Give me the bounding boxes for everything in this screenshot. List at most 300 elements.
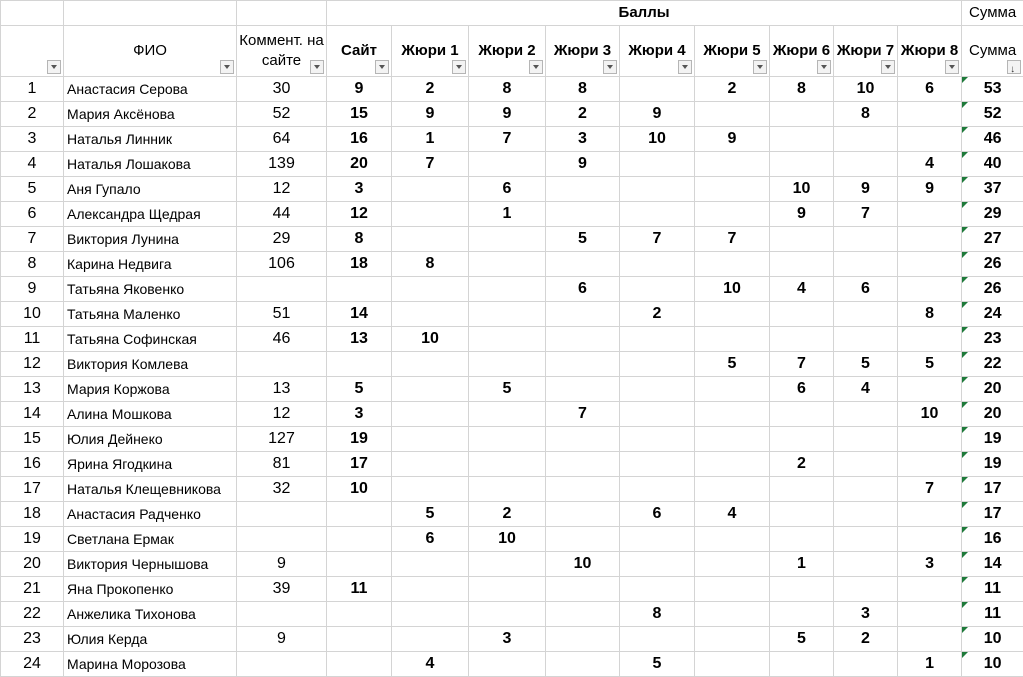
cell-comments[interactable]: 52: [237, 102, 327, 127]
cell-jury-4[interactable]: [620, 202, 695, 227]
cell-jury-1[interactable]: 9: [392, 102, 469, 127]
cell-jury-5[interactable]: [695, 102, 770, 127]
cell-sum[interactable]: 27: [962, 227, 1023, 252]
cell-jury-4[interactable]: 7: [620, 227, 695, 252]
cell-jury-4[interactable]: [620, 352, 695, 377]
cell-jury-3[interactable]: [546, 202, 620, 227]
cell-jury-6[interactable]: 4: [770, 277, 834, 302]
cell-jury-3[interactable]: [546, 302, 620, 327]
cell-jury-3[interactable]: 6: [546, 277, 620, 302]
cell-jury-6[interactable]: 1: [770, 552, 834, 577]
cell-jury-1[interactable]: 2: [392, 77, 469, 102]
cell-jury-1[interactable]: 5: [392, 502, 469, 527]
cell-jury-8[interactable]: 7: [898, 477, 962, 502]
cell-fio[interactable]: Мария Коржова: [64, 377, 237, 402]
cell-jury-4[interactable]: [620, 402, 695, 427]
cell-jury-2[interactable]: [469, 402, 546, 427]
cell-jury-6[interactable]: [770, 227, 834, 252]
filter-dropdown-icon[interactable]: [310, 60, 324, 74]
cell-jury-5[interactable]: [695, 477, 770, 502]
cell-fio[interactable]: Наталья Линник: [64, 127, 237, 152]
cell-index[interactable]: 21: [1, 577, 64, 602]
cell-site[interactable]: 8: [327, 227, 392, 252]
cell-jury-8[interactable]: [898, 577, 962, 602]
cell-jury-3[interactable]: [546, 602, 620, 627]
cell-jury-1[interactable]: [392, 177, 469, 202]
cell-site[interactable]: 3: [327, 402, 392, 427]
cell-sum[interactable]: 16: [962, 527, 1023, 552]
cell-sum[interactable]: 29: [962, 202, 1023, 227]
cell-sum[interactable]: 46: [962, 127, 1023, 152]
cell-sum[interactable]: 11: [962, 577, 1023, 602]
cell-jury-1[interactable]: [392, 302, 469, 327]
cell-jury-6[interactable]: 7: [770, 352, 834, 377]
cell-fio[interactable]: Александра Щедрая: [64, 202, 237, 227]
cell-index[interactable]: 22: [1, 602, 64, 627]
cell-comments[interactable]: 139: [237, 152, 327, 177]
cell-jury-7[interactable]: [834, 327, 898, 352]
cell-jury-4[interactable]: [620, 77, 695, 102]
column-header-jury-5[interactable]: Жюри 5: [695, 26, 770, 77]
cell-index[interactable]: 24: [1, 652, 64, 677]
cell-jury-7[interactable]: 7: [834, 202, 898, 227]
filter-dropdown-icon[interactable]: [945, 60, 959, 74]
cell-index[interactable]: 16: [1, 452, 64, 477]
cell-jury-7[interactable]: [834, 452, 898, 477]
cell-jury-6[interactable]: [770, 527, 834, 552]
cell-jury-7[interactable]: [834, 477, 898, 502]
cell-comments[interactable]: 12: [237, 177, 327, 202]
cell-jury-3[interactable]: [546, 577, 620, 602]
filter-dropdown-icon[interactable]: [47, 60, 61, 74]
cell-jury-3[interactable]: 9: [546, 152, 620, 177]
cell-comments[interactable]: 46: [237, 327, 327, 352]
cell-jury-2[interactable]: [469, 302, 546, 327]
cell-comments[interactable]: 127: [237, 427, 327, 452]
cell-jury-2[interactable]: [469, 252, 546, 277]
filter-dropdown-icon[interactable]: [220, 60, 234, 74]
cell-site[interactable]: [327, 627, 392, 652]
cell-site[interactable]: 9: [327, 77, 392, 102]
column-header-jury-8[interactable]: Жюри 8: [898, 26, 962, 77]
cell-jury-1[interactable]: [392, 227, 469, 252]
cell-comments[interactable]: [237, 527, 327, 552]
cell-jury-8[interactable]: 1: [898, 652, 962, 677]
cell-site[interactable]: 12: [327, 202, 392, 227]
cell-site[interactable]: [327, 277, 392, 302]
cell-jury-1[interactable]: 6: [392, 527, 469, 552]
cell-sum[interactable]: 20: [962, 377, 1023, 402]
cell-jury-4[interactable]: [620, 627, 695, 652]
cell-sum[interactable]: 10: [962, 627, 1023, 652]
cell-jury-1[interactable]: 4: [392, 652, 469, 677]
cell-site[interactable]: 10: [327, 477, 392, 502]
cell-index[interactable]: 5: [1, 177, 64, 202]
sort-descending-icon[interactable]: [1007, 60, 1021, 74]
cell-fio[interactable]: Татьяна Яковенко: [64, 277, 237, 302]
cell-fio[interactable]: Юлия Дейнеко: [64, 427, 237, 452]
cell-index[interactable]: 15: [1, 427, 64, 452]
cell-jury-3[interactable]: [546, 177, 620, 202]
cell-jury-6[interactable]: 8: [770, 77, 834, 102]
cell-jury-7[interactable]: [834, 502, 898, 527]
cell-sum[interactable]: 24: [962, 302, 1023, 327]
cell-fio[interactable]: Анастасия Серова: [64, 77, 237, 102]
cell-jury-7[interactable]: [834, 577, 898, 602]
cell-jury-5[interactable]: [695, 452, 770, 477]
cell-jury-4[interactable]: 6: [620, 502, 695, 527]
cell-site[interactable]: 5: [327, 377, 392, 402]
cell-index[interactable]: 8: [1, 252, 64, 277]
cell-jury-8[interactable]: [898, 427, 962, 452]
cell-jury-1[interactable]: 7: [392, 152, 469, 177]
cell-jury-6[interactable]: [770, 327, 834, 352]
cell-comments[interactable]: 81: [237, 452, 327, 477]
cell-jury-3[interactable]: 3: [546, 127, 620, 152]
cell-jury-4[interactable]: [620, 452, 695, 477]
cell-comments[interactable]: [237, 502, 327, 527]
cell-fio[interactable]: Виктория Чернышова: [64, 552, 237, 577]
cell-jury-1[interactable]: [392, 427, 469, 452]
cell-jury-2[interactable]: 3: [469, 627, 546, 652]
filter-dropdown-icon[interactable]: [678, 60, 692, 74]
cell-jury-3[interactable]: [546, 627, 620, 652]
cell-jury-2[interactable]: [469, 552, 546, 577]
cell-jury-6[interactable]: [770, 477, 834, 502]
cell-site[interactable]: [327, 602, 392, 627]
cell-jury-2[interactable]: [469, 577, 546, 602]
column-header-jury-2[interactable]: Жюри 2: [469, 26, 546, 77]
cell-jury-5[interactable]: 5: [695, 352, 770, 377]
cell-jury-1[interactable]: [392, 402, 469, 427]
cell-jury-7[interactable]: 4: [834, 377, 898, 402]
filter-dropdown-icon[interactable]: [603, 60, 617, 74]
cell-jury-5[interactable]: 10: [695, 277, 770, 302]
cell-jury-6[interactable]: 10: [770, 177, 834, 202]
cell-sum[interactable]: 23: [962, 327, 1023, 352]
cell-fio[interactable]: Аня Гупало: [64, 177, 237, 202]
cell-sum[interactable]: 53: [962, 77, 1023, 102]
cell-fio[interactable]: Виктория Лунина: [64, 227, 237, 252]
cell-jury-8[interactable]: [898, 627, 962, 652]
cell-fio[interactable]: Наталья Клещевникова: [64, 477, 237, 502]
cell-jury-7[interactable]: 5: [834, 352, 898, 377]
column-header-comments[interactable]: Коммент. на сайте: [237, 26, 327, 77]
cell-jury-1[interactable]: [392, 352, 469, 377]
cell-jury-7[interactable]: 2: [834, 627, 898, 652]
cell-comments[interactable]: 44: [237, 202, 327, 227]
cell-jury-8[interactable]: 9: [898, 177, 962, 202]
cell-jury-6[interactable]: [770, 427, 834, 452]
cell-jury-4[interactable]: 2: [620, 302, 695, 327]
cell-index[interactable]: 17: [1, 477, 64, 502]
cell-comments[interactable]: 64: [237, 127, 327, 152]
cell-jury-1[interactable]: [392, 602, 469, 627]
column-header-sum[interactable]: Сумма ↓: [962, 26, 1023, 77]
cell-sum[interactable]: 19: [962, 452, 1023, 477]
cell-jury-5[interactable]: [695, 552, 770, 577]
cell-jury-8[interactable]: [898, 202, 962, 227]
cell-jury-5[interactable]: [695, 602, 770, 627]
cell-jury-4[interactable]: [620, 527, 695, 552]
cell-jury-3[interactable]: [546, 252, 620, 277]
cell-jury-5[interactable]: [695, 252, 770, 277]
cell-jury-1[interactable]: [392, 577, 469, 602]
cell-index[interactable]: 12: [1, 352, 64, 377]
cell-jury-7[interactable]: 10: [834, 77, 898, 102]
cell-jury-6[interactable]: [770, 127, 834, 152]
cell-jury-2[interactable]: [469, 277, 546, 302]
cell-site[interactable]: [327, 352, 392, 377]
cell-jury-2[interactable]: [469, 152, 546, 177]
cell-jury-4[interactable]: 5: [620, 652, 695, 677]
cell-jury-7[interactable]: 3: [834, 602, 898, 627]
cell-index[interactable]: 18: [1, 502, 64, 527]
column-header-jury-6[interactable]: Жюри 6: [770, 26, 834, 77]
cell-index[interactable]: 4: [1, 152, 64, 177]
cell-jury-5[interactable]: [695, 627, 770, 652]
cell-jury-7[interactable]: [834, 227, 898, 252]
cell-jury-8[interactable]: 4: [898, 152, 962, 177]
cell-jury-4[interactable]: [620, 327, 695, 352]
cell-jury-2[interactable]: [469, 602, 546, 627]
column-header-fio[interactable]: ФИО: [64, 26, 237, 77]
cell-index[interactable]: 3: [1, 127, 64, 152]
cell-jury-6[interactable]: [770, 152, 834, 177]
cell-fio[interactable]: Алина Мошкова: [64, 402, 237, 427]
cell-jury-4[interactable]: [620, 427, 695, 452]
cell-jury-5[interactable]: 9: [695, 127, 770, 152]
cell-sum[interactable]: 20: [962, 402, 1023, 427]
filter-dropdown-icon[interactable]: [529, 60, 543, 74]
cell-sum[interactable]: 11: [962, 602, 1023, 627]
cell-fio[interactable]: Марина Морозова: [64, 652, 237, 677]
cell-jury-5[interactable]: 2: [695, 77, 770, 102]
cell-jury-3[interactable]: 5: [546, 227, 620, 252]
cell-index[interactable]: 10: [1, 302, 64, 327]
cell-jury-6[interactable]: 6: [770, 377, 834, 402]
cell-jury-4[interactable]: [620, 377, 695, 402]
cell-comments[interactable]: 32: [237, 477, 327, 502]
cell-index[interactable]: 14: [1, 402, 64, 427]
cell-index[interactable]: 20: [1, 552, 64, 577]
cell-comments[interactable]: 29: [237, 227, 327, 252]
cell-jury-2[interactable]: 2: [469, 502, 546, 527]
cell-comments[interactable]: 12: [237, 402, 327, 427]
cell-sum[interactable]: 17: [962, 477, 1023, 502]
cell-jury-5[interactable]: [695, 427, 770, 452]
cell-jury-1[interactable]: [392, 202, 469, 227]
cell-sum[interactable]: 17: [962, 502, 1023, 527]
cell-jury-8[interactable]: 5: [898, 352, 962, 377]
cell-jury-7[interactable]: [834, 527, 898, 552]
cell-index[interactable]: 13: [1, 377, 64, 402]
cell-index[interactable]: 6: [1, 202, 64, 227]
cell-jury-8[interactable]: [898, 452, 962, 477]
cell-jury-6[interactable]: [770, 252, 834, 277]
cell-jury-4[interactable]: [620, 152, 695, 177]
cell-jury-7[interactable]: [834, 552, 898, 577]
cell-jury-8[interactable]: [898, 327, 962, 352]
cell-jury-8[interactable]: [898, 527, 962, 552]
cell-jury-8[interactable]: 3: [898, 552, 962, 577]
cell-comments[interactable]: 51: [237, 302, 327, 327]
cell-jury-7[interactable]: 8: [834, 102, 898, 127]
cell-jury-2[interactable]: [469, 427, 546, 452]
cell-jury-3[interactable]: [546, 527, 620, 552]
filter-dropdown-icon[interactable]: [817, 60, 831, 74]
cell-jury-5[interactable]: [695, 402, 770, 427]
cell-fio[interactable]: Анастасия Радченко: [64, 502, 237, 527]
cell-fio[interactable]: Мария Аксёнова: [64, 102, 237, 127]
cell-sum[interactable]: 37: [962, 177, 1023, 202]
cell-index[interactable]: 2: [1, 102, 64, 127]
cell-jury-3[interactable]: 8: [546, 77, 620, 102]
cell-jury-5[interactable]: [695, 527, 770, 552]
cell-jury-3[interactable]: 7: [546, 402, 620, 427]
cell-comments[interactable]: [237, 352, 327, 377]
cell-site[interactable]: [327, 552, 392, 577]
cell-jury-5[interactable]: [695, 177, 770, 202]
cell-jury-8[interactable]: [898, 377, 962, 402]
cell-sum[interactable]: 22: [962, 352, 1023, 377]
cell-jury-2[interactable]: 10: [469, 527, 546, 552]
cell-site[interactable]: [327, 502, 392, 527]
cell-fio[interactable]: Татьяна Маленко: [64, 302, 237, 327]
cell-jury-3[interactable]: 2: [546, 102, 620, 127]
cell-jury-7[interactable]: [834, 152, 898, 177]
cell-jury-4[interactable]: [620, 252, 695, 277]
cell-sum[interactable]: 10: [962, 652, 1023, 677]
cell-jury-8[interactable]: 8: [898, 302, 962, 327]
filter-dropdown-icon[interactable]: [753, 60, 767, 74]
cell-comments[interactable]: 9: [237, 627, 327, 652]
cell-fio[interactable]: Карина Недвига: [64, 252, 237, 277]
cell-comments[interactable]: 9: [237, 552, 327, 577]
cell-fio[interactable]: Светлана Ермак: [64, 527, 237, 552]
cell-site[interactable]: [327, 527, 392, 552]
cell-fio[interactable]: Анжелика Тихонова: [64, 602, 237, 627]
cell-jury-1[interactable]: 1: [392, 127, 469, 152]
cell-jury-7[interactable]: 9: [834, 177, 898, 202]
cell-jury-8[interactable]: [898, 102, 962, 127]
cell-jury-2[interactable]: [469, 452, 546, 477]
cell-jury-8[interactable]: [898, 127, 962, 152]
cell-site[interactable]: 20: [327, 152, 392, 177]
cell-comments[interactable]: [237, 277, 327, 302]
cell-jury-7[interactable]: [834, 427, 898, 452]
cell-jury-3[interactable]: [546, 377, 620, 402]
column-header-jury-1[interactable]: Жюри 1: [392, 26, 469, 77]
cell-jury-5[interactable]: [695, 152, 770, 177]
cell-jury-2[interactable]: 8: [469, 77, 546, 102]
cell-jury-1[interactable]: [392, 377, 469, 402]
cell-jury-4[interactable]: [620, 577, 695, 602]
cell-jury-5[interactable]: [695, 302, 770, 327]
cell-jury-5[interactable]: 7: [695, 227, 770, 252]
cell-jury-4[interactable]: 8: [620, 602, 695, 627]
column-header-index[interactable]: [1, 26, 64, 77]
cell-site[interactable]: 16: [327, 127, 392, 152]
filter-dropdown-icon[interactable]: [375, 60, 389, 74]
cell-comments[interactable]: [237, 602, 327, 627]
cell-jury-7[interactable]: [834, 252, 898, 277]
cell-jury-5[interactable]: 4: [695, 502, 770, 527]
cell-index[interactable]: 9: [1, 277, 64, 302]
cell-index[interactable]: 11: [1, 327, 64, 352]
cell-sum[interactable]: 40: [962, 152, 1023, 177]
cell-sum[interactable]: 19: [962, 427, 1023, 452]
cell-jury-8[interactable]: [898, 502, 962, 527]
cell-jury-4[interactable]: [620, 277, 695, 302]
cell-site[interactable]: 14: [327, 302, 392, 327]
cell-jury-6[interactable]: 9: [770, 202, 834, 227]
cell-sum[interactable]: 26: [962, 252, 1023, 277]
cell-index[interactable]: 23: [1, 627, 64, 652]
cell-jury-2[interactable]: [469, 477, 546, 502]
cell-fio[interactable]: Татьяна Софинская: [64, 327, 237, 352]
cell-comments[interactable]: 39: [237, 577, 327, 602]
cell-jury-1[interactable]: [392, 277, 469, 302]
cell-index[interactable]: 7: [1, 227, 64, 252]
cell-jury-1[interactable]: 8: [392, 252, 469, 277]
cell-jury-1[interactable]: [392, 477, 469, 502]
cell-fio[interactable]: Наталья Лошакова: [64, 152, 237, 177]
cell-jury-6[interactable]: 5: [770, 627, 834, 652]
cell-jury-3[interactable]: [546, 452, 620, 477]
cell-jury-6[interactable]: [770, 102, 834, 127]
cell-jury-8[interactable]: [898, 277, 962, 302]
cell-site[interactable]: 19: [327, 427, 392, 452]
cell-jury-7[interactable]: 6: [834, 277, 898, 302]
cell-jury-7[interactable]: [834, 402, 898, 427]
cell-jury-3[interactable]: [546, 352, 620, 377]
column-header-jury-7[interactable]: Жюри 7: [834, 26, 898, 77]
cell-jury-8[interactable]: [898, 602, 962, 627]
cell-jury-3[interactable]: 10: [546, 552, 620, 577]
cell-index[interactable]: 1: [1, 77, 64, 102]
cell-sum[interactable]: 14: [962, 552, 1023, 577]
cell-comments[interactable]: 30: [237, 77, 327, 102]
cell-jury-2[interactable]: 9: [469, 102, 546, 127]
cell-index[interactable]: 19: [1, 527, 64, 552]
cell-jury-4[interactable]: [620, 477, 695, 502]
cell-jury-5[interactable]: [695, 377, 770, 402]
cell-jury-5[interactable]: [695, 577, 770, 602]
cell-comments[interactable]: 13: [237, 377, 327, 402]
cell-jury-1[interactable]: 10: [392, 327, 469, 352]
cell-jury-3[interactable]: [546, 327, 620, 352]
cell-jury-2[interactable]: [469, 352, 546, 377]
column-header-jury-4[interactable]: Жюри 4: [620, 26, 695, 77]
cell-site[interactable]: 13: [327, 327, 392, 352]
filter-dropdown-icon[interactable]: [452, 60, 466, 74]
cell-jury-6[interactable]: [770, 577, 834, 602]
cell-jury-1[interactable]: [392, 627, 469, 652]
cell-jury-1[interactable]: [392, 452, 469, 477]
column-header-jury-3[interactable]: Жюри 3: [546, 26, 620, 77]
cell-jury-4[interactable]: 10: [620, 127, 695, 152]
cell-jury-6[interactable]: [770, 502, 834, 527]
filter-dropdown-icon[interactable]: [881, 60, 895, 74]
cell-jury-6[interactable]: [770, 302, 834, 327]
cell-jury-1[interactable]: [392, 552, 469, 577]
cell-jury-7[interactable]: [834, 127, 898, 152]
cell-jury-3[interactable]: [546, 427, 620, 452]
cell-fio[interactable]: Юлия Керда: [64, 627, 237, 652]
cell-jury-2[interactable]: 1: [469, 202, 546, 227]
cell-jury-8[interactable]: 10: [898, 402, 962, 427]
